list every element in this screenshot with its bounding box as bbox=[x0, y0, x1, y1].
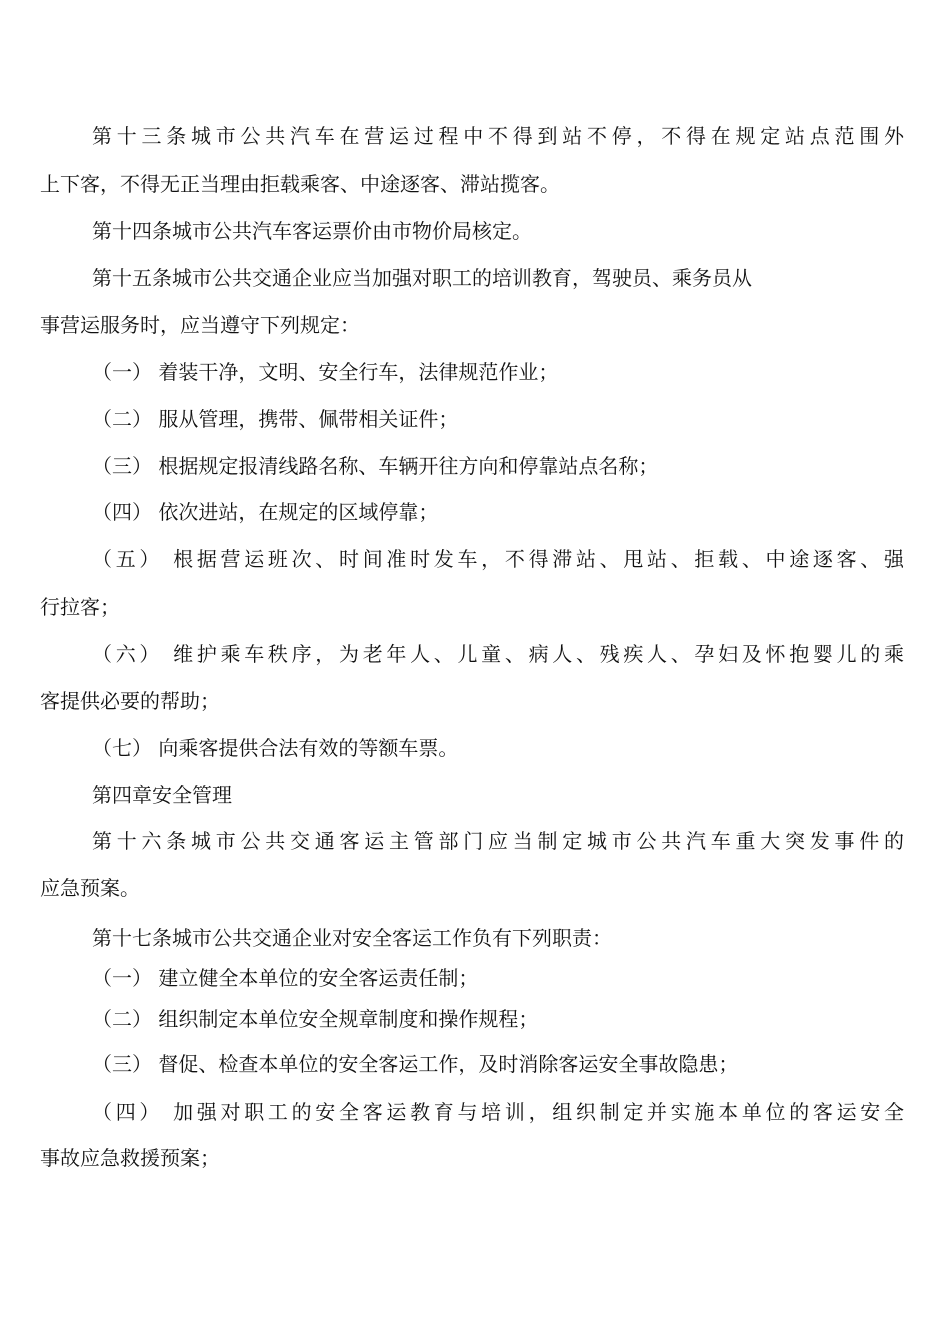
article-15-item-4: （四） 依次进站，在规定的区域停靠； bbox=[92, 500, 439, 524]
article-17-item-2: （二） 组织制定本单位安全规章制度和操作规程； bbox=[92, 1007, 539, 1031]
article-16-line-2: 应急预案。 bbox=[40, 876, 140, 900]
article-13-line-1: 第十三条城市公共汽车在营运过程中不得到站不停，不得在规定站点范围外 bbox=[92, 124, 904, 148]
article-15-item-5-line-2: 行拉客； bbox=[40, 595, 120, 619]
article-15-item-2: （二） 服从管理，携带、佩带相关证件； bbox=[92, 407, 459, 431]
article-14: 第十四条城市公共汽车客运票价由市物价局核定。 bbox=[92, 219, 532, 243]
article-15-item-6-line-1: （六） 维护乘车秩序，为老年人、儿童、病人、残疾人、孕妇及怀抱婴儿的乘 bbox=[92, 642, 904, 666]
article-15-item-7: （七） 向乘客提供合法有效的等额车票。 bbox=[92, 736, 459, 760]
article-15-item-6-line-2: 客提供必要的帮助； bbox=[40, 689, 220, 713]
article-15-line-1: 第十五条城市公共交通企业应当加强对职工的培训教育，驾驶员、乘务员从 bbox=[92, 266, 752, 290]
article-13-line-2: 上下客，不得无正当理由拒载乘客、中途逐客、滞站揽客。 bbox=[40, 172, 560, 196]
article-17-intro: 第十七条城市公共交通企业对安全客运工作负有下列职责： bbox=[92, 926, 612, 950]
article-15-line-2: 事营运服务时，应当遵守下列规定： bbox=[40, 313, 360, 337]
article-17-item-3: （三） 督促、检查本单位的安全客运工作，及时消除客运安全事故隐患； bbox=[92, 1052, 739, 1076]
article-17-item-1: （一） 建立健全本单位的安全客运责任制； bbox=[92, 966, 479, 990]
article-17-item-4-line-1: （四） 加强对职工的安全客运教育与培训，组织制定并实施本单位的客运安全 bbox=[92, 1100, 904, 1124]
article-15-item-3: （三） 根据规定报清线路名称、车辆开往方向和停靠站点名称； bbox=[92, 454, 659, 478]
article-15-item-5-line-1: （五） 根据营运班次、时间准时发车，不得滞站、甩站、拒载、中途逐客、强 bbox=[92, 547, 904, 571]
article-15-item-1: （一） 着装干净，文明、安全行车，法律规范作业； bbox=[92, 360, 559, 384]
article-16-line-1: 第十六条城市公共交通客运主管部门应当制定城市公共汽车重大突发事件的 bbox=[92, 829, 904, 853]
chapter-4-heading: 第四章安全管理 bbox=[92, 783, 232, 807]
article-17-item-4-line-2: 事故应急救援预案； bbox=[40, 1146, 220, 1170]
